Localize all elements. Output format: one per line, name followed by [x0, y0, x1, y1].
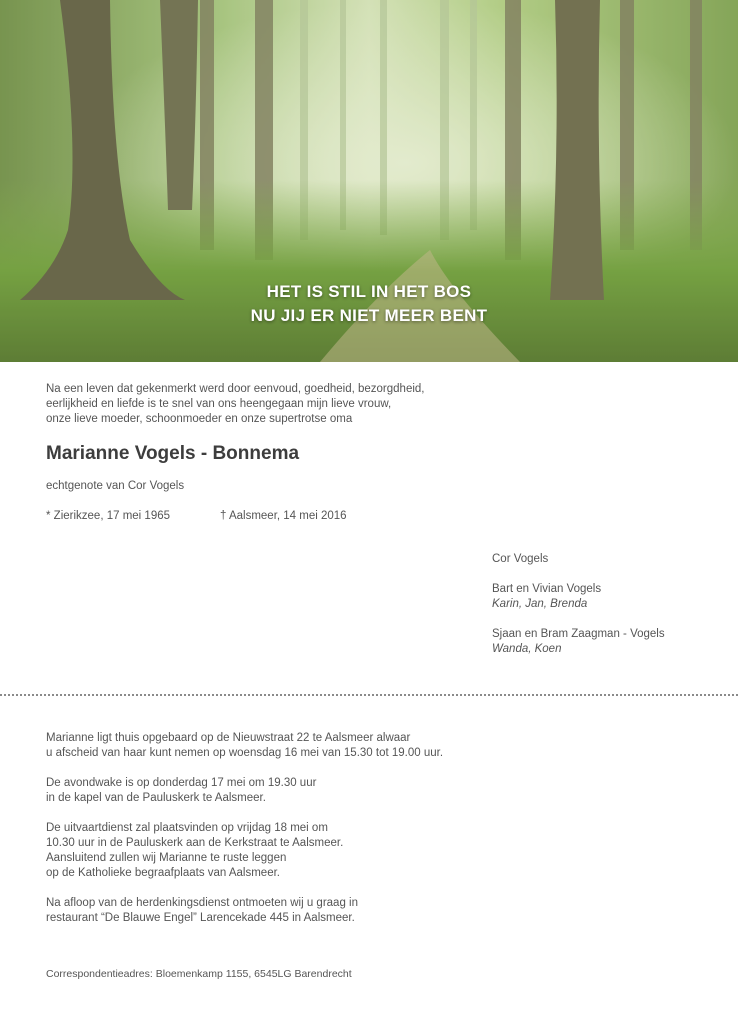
relative-names: Sjaan en Bram Zaagman - Vogels	[492, 628, 665, 640]
header-line-1: HET IS STIL IN HET BOS	[266, 282, 472, 301]
relative-names: Bart en Vivian Vogels	[492, 583, 602, 595]
intro-line: eerlijkheid en liefde is te snel van ons heengegaan mijn lieve vrouw,	[46, 398, 392, 410]
intro-line: onze lieve moeder, schoonmoeder en onze supertrotse oma	[46, 413, 353, 425]
viewing-info	[46, 731, 443, 761]
correspondence-address: Correspondentieadres: Bloemenkamp 1155, 6545LG Barendrecht	[46, 968, 352, 980]
header-motto	[0, 280, 738, 328]
relative-group	[492, 627, 665, 657]
detail-line: Na afloop van de herdenkingsdienst ontmoeten wij u graag in	[46, 897, 358, 909]
relative-children: Wanda, Koen	[492, 643, 562, 655]
detail-line: op de Katholieke begraafplaats van Aalsmeer.	[46, 867, 280, 879]
detail-line: u afscheid van haar kunt nemen op woensdag 16 mei van 15.30 tot 19.00 uur.	[46, 747, 444, 759]
forest-header-image	[0, 0, 738, 362]
ceremony-details	[46, 731, 443, 941]
detail-line: Marianne ligt thuis opgebaard op de Nieuwstraat 22 te Aalsmeer alwaar	[46, 732, 411, 744]
intro-paragraph	[46, 382, 424, 427]
deceased-name: Marianne Vogels - Bonnema	[46, 443, 300, 464]
detail-line: De uitvaartdienst zal plaatsvinden op vrijdag 18 mei om	[46, 822, 328, 834]
header-line-2: NU JIJ ER NIET MEER BENT	[250, 306, 488, 325]
detail-line: restaurant “De Blauwe Engel” Larencekade 445 in Aalsmeer.	[46, 912, 355, 924]
intro-line: Na een leven dat gekenmerkt werd door eenvoud, goedheid, bezorgdheid,	[46, 383, 425, 395]
birth-line: * Zierikzee, 17 mei 1965	[46, 510, 171, 522]
relative-group	[492, 582, 665, 612]
relative-children: Karin, Jan, Brenda	[492, 598, 588, 610]
death-line: † Aalsmeer, 14 mei 2016	[220, 510, 347, 522]
wake-info	[46, 776, 443, 806]
detail-line: Aansluitend zullen wij Marianne te ruste leggen	[46, 852, 287, 864]
detail-line: 10.30 uur in de Pauluskerk aan de Kerkstraat te Aalsmeer.	[46, 837, 344, 849]
relative-group	[492, 552, 665, 567]
funeral-info	[46, 821, 443, 881]
relative-names: Cor Vogels	[492, 553, 549, 565]
dotted-divider	[0, 694, 738, 696]
detail-line: De avondwake is op donderdag 17 mei om 19.30 uur	[46, 777, 317, 789]
spouse-line: echtgenote van Cor Vogels	[46, 480, 185, 492]
detail-line: in de kapel van de Pauluskerk te Aalsmeer.	[46, 792, 266, 804]
reception-info	[46, 896, 443, 926]
relatives-list	[492, 552, 665, 672]
